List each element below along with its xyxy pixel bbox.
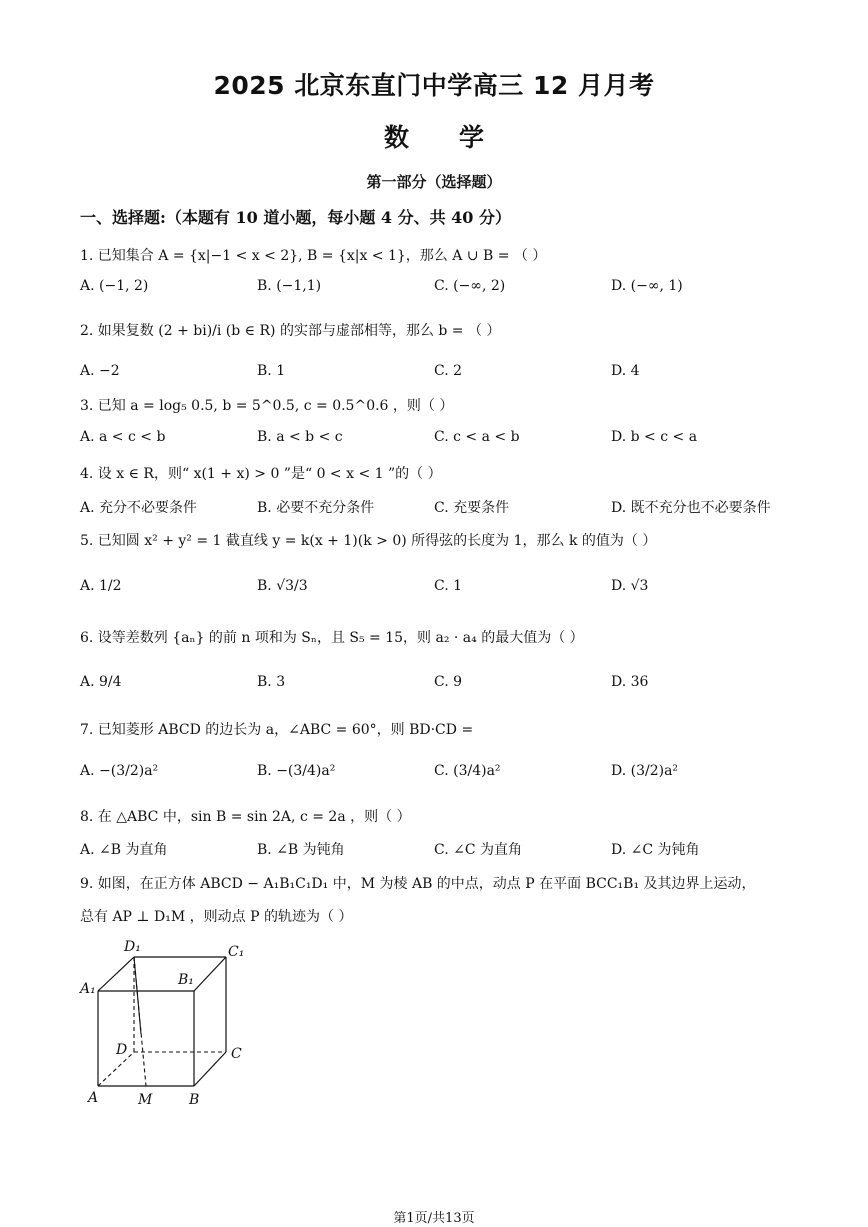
question-4-option-d: D. 既不充分也不必要条件 [611,500,771,516]
edge-a1d1 [98,957,134,991]
label-m: M [138,1092,153,1108]
question-2-option-c: C. 2 [434,363,463,379]
question-2-option-d: D. 4 [611,363,640,379]
question-4-option-c: C. 充要条件 [434,500,510,516]
question-9-stem-line-2: 总有 AP ⊥ D₁M ，则动点 P 的轨迹为（ ） [80,909,353,925]
label-b: B [189,1092,200,1108]
question-4-option-b: B. 必要不充分条件 [257,500,375,516]
question-6-option-a: A. 9/4 [80,674,122,690]
part-heading: 第一部分（选择题） [366,173,502,191]
question-7-option-c: C. (3/4)a² [434,763,501,779]
label-b1: B₁ [178,972,194,988]
question-7-stem: 7. 已知菱形 ABCD 的边长为 a，∠ABC = 60°，则 BD·CD = [80,722,474,738]
question-2-option-a: A. −2 [80,363,120,379]
page-footer: 第1页/共13页 [393,1211,475,1226]
edge-b1c1 [194,957,226,991]
question-4-option-a: A. 充分不必要条件 [80,500,198,516]
question-1-stem: 1. 已知集合 A = {x|−1 < x < 2}, B = {x|x < 1}，那么 A ∪ B = （ ） [80,248,547,264]
question-2-stem: 2. 如果复数 (2 + bi)/i (b ∈ R) 的实部与虚部相等，那么 b = （ ） [80,323,501,339]
question-1-option-d: D. (−∞, 1) [611,278,683,294]
question-8-stem: 8. 在 △ABC 中，sin B = sin 2A, c = 2a ，则（ ） [80,809,411,825]
label-a1: A₁ [80,981,96,997]
question-5-stem: 5. 已知圆 x² + y² = 1 截直线 y = k(x + 1)(k > 0) 所得弦的长度为 1，那么 k 的值为（ ） [80,533,657,549]
question-6-option-c: C. 9 [434,674,463,690]
label-a: A [88,1090,99,1106]
edge-bc [194,1052,226,1086]
question-6-option-d: D. 36 [611,674,649,690]
question-6-option-b: B. 3 [257,674,286,690]
question-3-option-d: D. b < c < a [611,429,698,445]
label-c: C [231,1046,242,1062]
question-5-option-c: C. 1 [434,578,463,594]
question-1-option-a: A. (−1, 2) [80,278,149,294]
segment-d1m [134,957,141,1034]
question-8-option-a: A. ∠B 为直角 [80,842,168,858]
question-4-stem: 4. 设 x ∈ R，则“ x(1 + x) > 0 ”是“ 0 < x < 1 ”的（ ） [80,466,442,482]
label-d1: D₁ [124,939,141,955]
question-3-option-b: B. a < b < c [257,429,343,445]
section-heading: 一、选择题:（本题有 10 道小题，每小题 4 分、共 40 分） [80,208,511,227]
question-7-option-a: A. −(3/2)a² [80,763,159,779]
question-8-option-d: D. ∠C 为钝角 [611,842,700,858]
question-3-option-c: C. c < a < b [434,429,520,445]
question-3-option-a: A. a < c < b [80,429,166,445]
subject-title: 数学 [383,123,534,152]
page-title: 2025 北京东直门中学高三 12 月月考 [213,71,655,100]
label-c1: C₁ [228,944,245,960]
question-7-option-b: B. −(3/4)a² [257,763,336,779]
question-8-option-c: C. ∠C 为直角 [434,842,523,858]
question-5-option-b: B. √3/3 [257,578,308,594]
question-7-option-d: D. (3/2)a² [611,763,679,779]
label-d: D [116,1042,128,1058]
cube-diagram [76,936,256,1111]
question-2-option-b: B. 1 [257,363,286,379]
question-5-option-d: D. √3 [611,578,649,594]
question-1-option-c: C. (−∞, 2) [434,278,506,294]
question-5-option-a: A. 1/2 [80,578,122,594]
question-3-stem: 3. 已知 a = log₅ 0.5, b = 5^0.5, c = 0.5^0.6 ，则（ ） [80,398,454,414]
question-6-stem: 6. 设等差数列 {aₙ} 的前 n 项和为 Sₙ，且 S₅ = 15，则 a₂ · a₄ 的最大值为（ ） [80,630,584,646]
question-9-stem-line-1: 9. 如图，在正方体 ABCD − A₁B₁C₁D₁ 中，M 为棱 AB 的中点，动点 P 在平面 BCC₁B₁ 及其边界上运动， [80,876,756,892]
question-8-option-b: B. ∠B 为钝角 [257,842,345,858]
question-1-option-b: B. (−1,1) [257,278,322,294]
